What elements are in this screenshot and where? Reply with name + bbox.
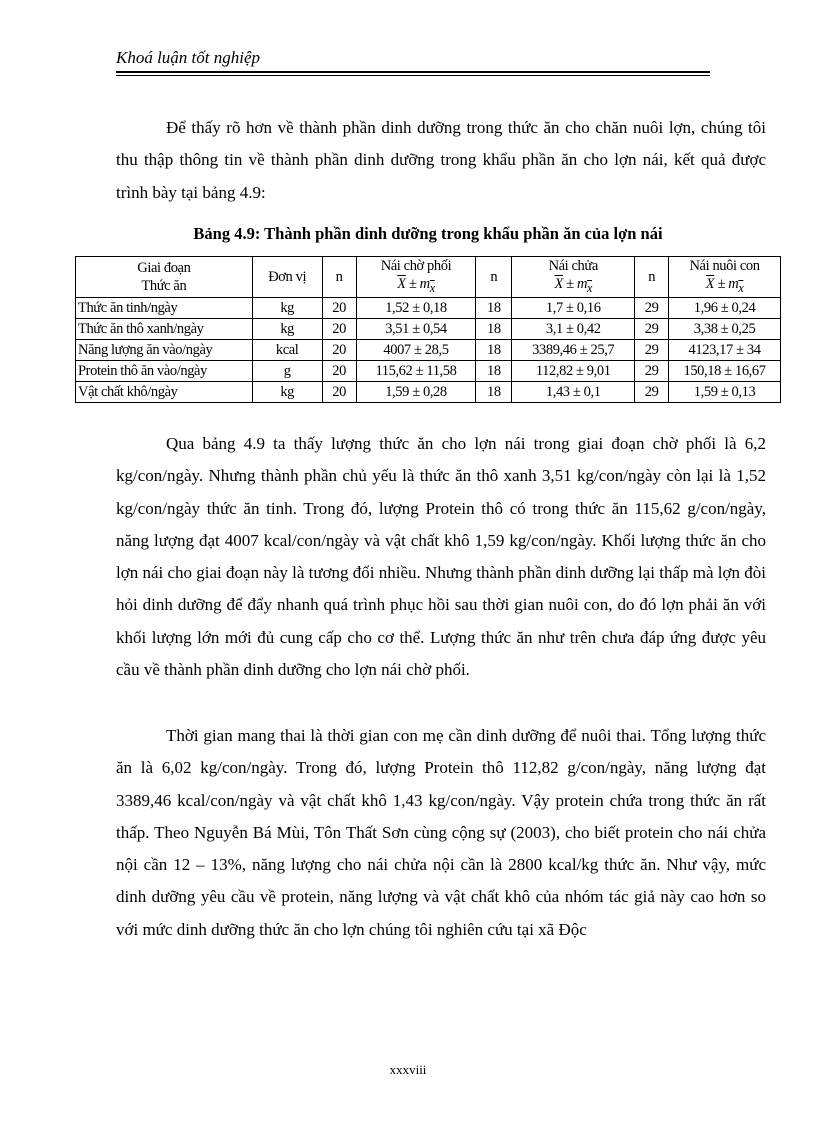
header-unit: Đơn vị: [252, 257, 322, 298]
row-v3: 4123,17 ± 34: [669, 339, 781, 360]
analysis-paragraph-pregnant: Thời gian mang thai là thời gian con mẹ cần dinh dưỡng để nuôi thai. Tổng lượng thức ăn là 6,02 kg/con/ngày. Trong đó, lượng Protein thô 112,82 g/con/ngày, năng lượng đạt 3389,46 kcal/con/ngày và vật chất khô 1,43 kg/con/ngày. Vậy protein chứa trong thức ăn rất thấp. Theo Nguyễn Bá Mùi, Tôn Thất Sơn cùng cộng sự (2003), cho biết protein cho nái chửa nội cần 12 – 13%, năng lượng cho nái chửa nội cần là 2800 kcal/kg thức ăn. Như vậy, mức dinh dưỡng yêu cầu về protein, năng lượng và vật chất khô của nhóm tác giả này cao hơn so với mức dinh dưỡng thức ăn cho lợn chúng tôi nghiên cứu tại xã Độc: [116, 726, 766, 939]
table-row: [76, 381, 781, 402]
row-unit: kcal: [252, 339, 322, 360]
row-v3: 3,38 ± 0,25: [669, 318, 781, 339]
row-n1: 20: [322, 297, 356, 318]
row-name: Năng lượng ăn vào/ngày: [76, 339, 253, 360]
row-unit: kg: [252, 381, 322, 402]
header-stage-line2: Thức ăn: [141, 277, 187, 294]
header-rule-thick: [116, 71, 710, 73]
header-stat-2: $\overline{X} \pm m_{\overline{x}}$: [554, 276, 592, 295]
row-v1: 115,62 ± 11,58: [356, 360, 476, 381]
row-n1: 20: [322, 360, 356, 381]
header-n-3: n: [635, 257, 669, 298]
row-name: Thức ăn thô xanh/ngày: [76, 318, 253, 339]
row-v2: 3389,46 ± 25,7: [512, 339, 635, 360]
header-group-pregnant: [512, 257, 635, 298]
row-v2: 1,43 ± 0,1: [512, 381, 635, 402]
page-header-title: Khoá luận tốt nghiệp: [116, 48, 261, 67]
row-v1: 1,52 ± 0,18: [356, 297, 476, 318]
header-group-nursing-label: Nái nuôi con: [689, 258, 760, 274]
intro-paragraph: Để thấy rõ hơn về thành phần dinh dưỡng trong thức ăn cho chăn nuôi lợn, chúng tôi thu thập thông tin về thành phần dinh dưỡng trong khẩu phần ăn cho lợn nái, kết quả được trình bày tại bảng 4.9:: [116, 118, 766, 202]
row-v1: 1,59 ± 0,28: [356, 381, 476, 402]
row-n2: 18: [476, 297, 512, 318]
page-number: xxxviii: [389, 1062, 427, 1077]
row-name: Vật chất khô/ngày: [76, 381, 253, 402]
row-v2: 3,1 ± 0,42: [512, 318, 635, 339]
row-v1: 4007 ± 28,5: [356, 339, 476, 360]
table-row: [76, 318, 781, 339]
row-n1: 20: [322, 339, 356, 360]
table-header-row: [76, 257, 781, 298]
table-row: [76, 297, 781, 318]
analysis-paragraph-waiting: Qua bảng 4.9 ta thấy lượng thức ăn cho lợn nái trong giai đoạn chờ phối là 6,2 kg/con/ngày. Nhưng thành phần chủ yếu là thức ăn thô xanh 3,51 kg/con/ngày còn lại là 1,52 kg/con/ngày thức ăn tinh. Trong đó, lượng Protein thô có trong thức ăn 115,62 g/con/ngày, năng lượng đạt 4007 kcal/con/ngày và vật chất khô 1,59 kg/con/ngày. Khối lượng thức ăn cho lợn nái cho giai đoạn này là tương đối nhiều. Nhưng thành phần dinh dưỡng lại thấp mà lợn đòi hỏi dinh dưỡng để đẩy nhanh quá trình phục hồi sau thời gian nuôi con, do đó lợn phải ăn với khối lượng lớn mới đủ cung cấp cho cơ thể. Lượng thức ăn như trên chưa đáp ứng được yêu cầu về thành phần dinh dưỡng cho lợn nái chờ phối.: [116, 434, 766, 680]
row-name: Thức ăn tinh/ngày: [76, 297, 253, 318]
header-stage-line1: Giai đoạn: [137, 259, 191, 276]
row-n2: 18: [476, 381, 512, 402]
table-row: [76, 360, 781, 381]
row-n3: 29: [635, 381, 669, 402]
header-stat-3: $\overline{X} \pm m_{\overline{x}}$: [705, 276, 744, 295]
row-unit: kg: [252, 297, 322, 318]
row-unit: g: [252, 360, 322, 381]
row-n3: 29: [635, 297, 669, 318]
row-v3: 150,18 ± 16,67: [669, 360, 781, 381]
row-v3: 1,59 ± 0,13: [669, 381, 781, 402]
header-stage: [76, 257, 253, 298]
row-n1: 20: [322, 318, 356, 339]
header-n-2: n: [476, 257, 512, 298]
header-group-waiting-label: Nái chờ phối: [380, 258, 452, 274]
row-v2: 1,7 ± 0,16: [512, 297, 635, 318]
row-v3: 1,96 ± 0,24: [669, 297, 781, 318]
row-v2: 112,82 ± 9,01: [512, 360, 635, 381]
row-unit: kg: [252, 318, 322, 339]
table-caption: Bảng 4.9: Thành phần dinh dưỡng trong khẩu phần ăn của lợn nái: [193, 224, 663, 243]
nutrition-table: [75, 256, 781, 403]
row-n3: 29: [635, 318, 669, 339]
row-n2: 18: [476, 318, 512, 339]
row-v1: 3,51 ± 0,54: [356, 318, 476, 339]
row-n3: 29: [635, 360, 669, 381]
table-row: [76, 339, 781, 360]
row-n3: 29: [635, 339, 669, 360]
header-group-pregnant-label: Nái chửa: [548, 258, 598, 274]
header-stat-1: $\overline{X} \pm m_{\overline{x}}$: [397, 276, 435, 295]
row-n2: 18: [476, 339, 512, 360]
header-group-nursing: [669, 257, 781, 298]
header-n-1: n: [322, 257, 356, 298]
row-n2: 18: [476, 360, 512, 381]
header-rule-thin: [116, 75, 710, 76]
row-name: Protein thô ăn vào/ngày: [76, 360, 253, 381]
row-n1: 20: [322, 381, 356, 402]
header-group-waiting: [356, 257, 476, 298]
